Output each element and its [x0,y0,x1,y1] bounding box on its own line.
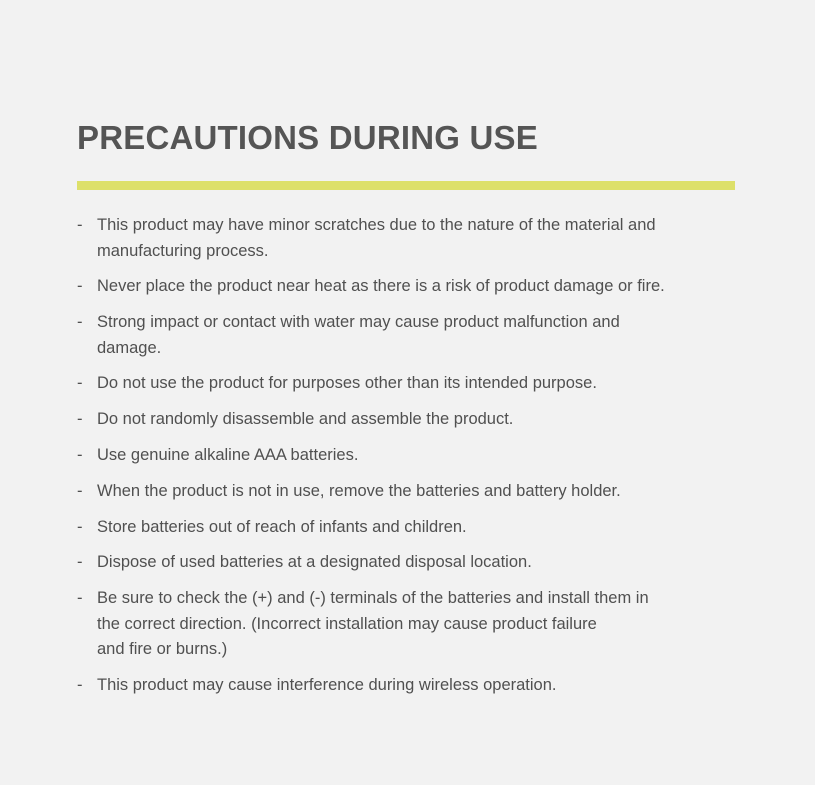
bullet-dash: - [77,675,83,694]
bullet-dash: - [77,445,83,464]
list-item [77,407,747,433]
list-item [77,515,747,541]
list-item [77,310,747,361]
list-item [77,550,747,576]
list-item-text: When the product is not in use, remove the batteries and battery holder. [97,481,621,500]
list-item-text: Strong impact or contact with water may cause product malfunction and damage. [97,313,620,357]
list-item-text: Do not randomly disassemble and assemble the product. [97,410,514,429]
list-item-text: Never place the product near heat as there is a risk of product damage or fire. [97,277,665,296]
list-item-text: Dispose of used batteries at a designated disposal location. [97,553,532,572]
bullet-dash: - [77,517,83,536]
list-item-text: Store batteries out of reach of infants and children. [97,517,467,536]
list-item [77,443,747,469]
bullet-dash: - [77,374,83,393]
accent-divider [77,181,735,190]
list-item [77,479,747,505]
list-item-text: Use genuine alkaline AAA batteries. [97,445,359,464]
list-item-text: Do not use the product for purposes other than its intended purpose. [97,374,597,393]
bullet-dash: - [77,277,83,296]
page-title: PRECAUTIONS DURING USE [77,119,538,156]
list-item [77,274,747,300]
list-item [77,213,747,264]
bullet-dash: - [77,313,83,332]
bullet-dash: - [77,481,83,500]
list-item [77,673,747,699]
bullet-dash: - [77,216,83,234]
list-item-text: This product may cause interference during wireless operation. [97,675,557,694]
bullet-dash: - [77,410,83,429]
list-item [77,371,747,397]
bullet-dash: - [77,553,83,572]
list-item [77,586,747,663]
list-item-text: This product may have minor scratches due to the nature of the material and manufacturing process. [97,216,656,260]
precautions-list [77,213,747,709]
list-item-text: Be sure to check the (+) and (-) terminals of the batteries and install them in the correct direction. (Incorrect installation may cause product failure and fire or burns.) [97,589,649,659]
bullet-dash: - [77,589,83,608]
